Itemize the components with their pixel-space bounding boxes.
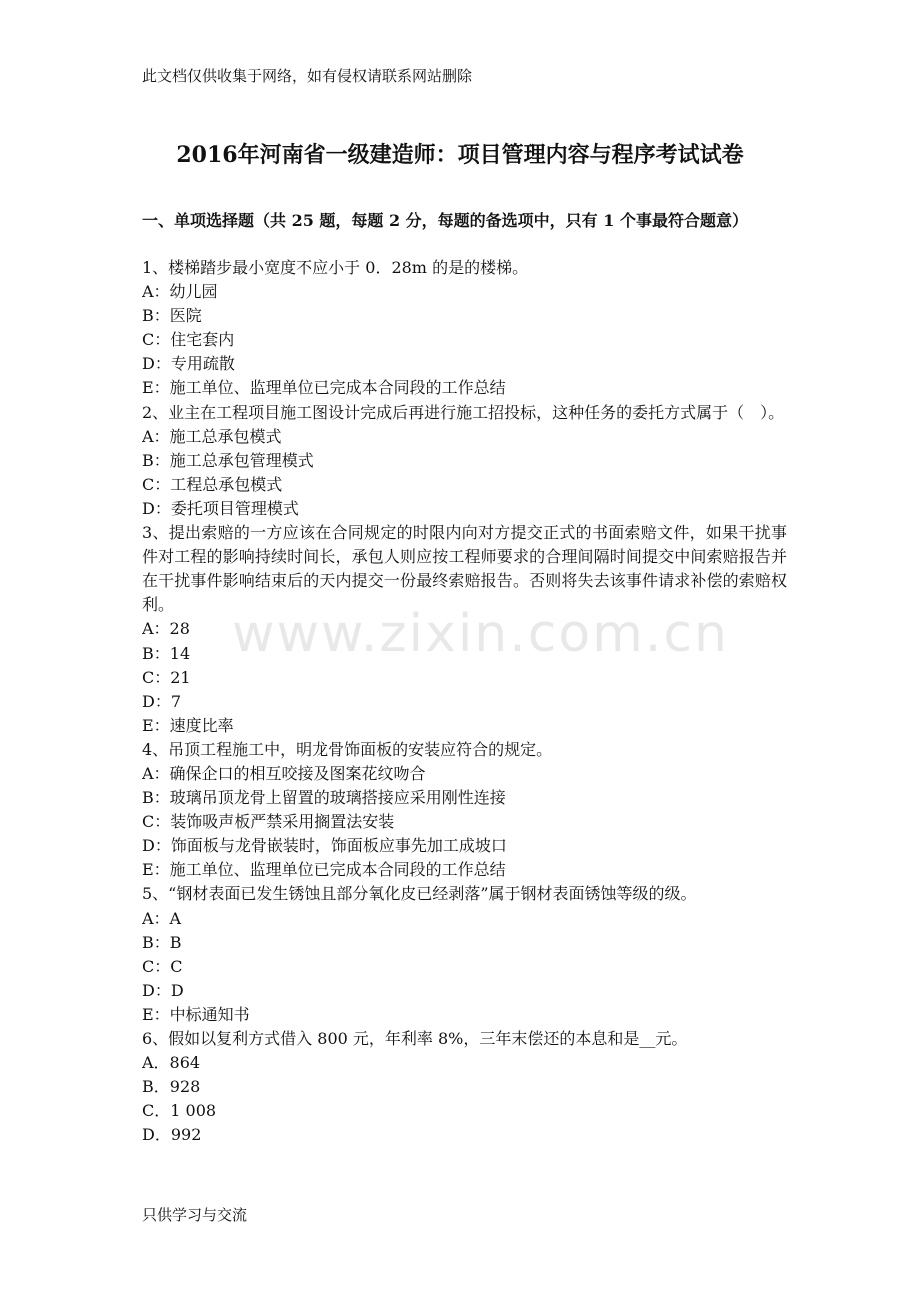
question-stem: 6、假如以复利方式借入 800 元，年利率 8%，三年末偿还的本息和是__元。: [142, 1029, 688, 1048]
document-title: 2016年河南省一级建造师：项目管理内容与程序考试试卷: [176, 142, 744, 168]
answer-option: C：工程总承包模式: [142, 474, 283, 494]
answer-option: C：21: [142, 667, 191, 687]
question-block: [142, 521, 787, 738]
question-block: [142, 882, 787, 1027]
answer-option: D：7: [142, 691, 182, 711]
footer-note: 只供学习与交流: [142, 1206, 248, 1224]
question-block: [142, 1027, 787, 1147]
answer-option: B：施工总承包管理模式: [142, 450, 314, 470]
answer-option: C：C: [142, 956, 183, 976]
question-stem: 3、提出索赔的一方应该在合同规定的时限内向对方提交正式的书面索赔文件，如果干扰事件对工程的影响持续时间长，承包人则应按工程师要求的合理间隔时间提交中间索赔报告并在干扰事件影响结束后的天内提交一份最终索赔报告。否则将失去该事件请求补偿的索赔权利。: [142, 523, 787, 615]
answer-option: A：施工总承包模式: [142, 426, 282, 446]
answer-option: B．928: [142, 1077, 201, 1097]
answer-option: C：装饰吸声板严禁采用搁置法安装: [142, 812, 395, 832]
answer-option: E：中标通知书: [142, 1004, 250, 1024]
question-stem: 2、业主在工程项目施工图设计完成后再进行施工招投标，这种任务的委托方式属于（ ）。: [142, 402, 785, 422]
answer-option: B：医院: [142, 306, 202, 326]
answer-option: A．864: [142, 1053, 201, 1073]
answer-option: D：D: [142, 980, 184, 1000]
question-block: [142, 401, 787, 521]
answer-option: D．992: [142, 1125, 202, 1145]
answer-option: D：专用疏散: [142, 354, 235, 374]
question-stem: 1、楼梯踏步最小宽度不应小于 0．28m 的是的楼梯。: [142, 258, 529, 277]
question-block: [142, 256, 787, 401]
question-block: [142, 738, 787, 883]
answer-option: E：施工单位、监理单位已完成本合同段的工作总结: [142, 860, 506, 880]
answer-option: E：速度比率: [142, 715, 234, 735]
question-stem: 5、“钢材表面已发生锈蚀且部分氧化皮已经剥落”属于钢材表面锈蚀等级的级。: [142, 884, 697, 904]
question-stem: 4、吊顶工程施工中，明龙骨饰面板的安装应符合的规定。: [142, 739, 553, 759]
answer-option: A：A: [142, 908, 182, 928]
answer-option: A：幼儿园: [142, 282, 218, 302]
watermark: www.zixin.com.cn: [232, 604, 729, 664]
answer-option: D：饰面板与龙骨嵌装时，饰面板应事先加工成坡口: [142, 836, 507, 856]
answer-option: B：玻璃吊顶龙骨上留置的玻璃搭接应采用刚性连接: [142, 788, 506, 808]
answer-option: D：委托项目管理模式: [142, 498, 299, 518]
answer-option: C．1 008: [142, 1101, 217, 1121]
answer-option: A：28: [142, 619, 190, 639]
answer-option: E：施工单位、监理单位已完成本合同段的工作总结: [142, 378, 506, 398]
answer-option: B：14: [142, 643, 191, 663]
header-note: 此文档仅供收集于网络，如有侵权请联系网站删除: [142, 67, 473, 85]
answer-option: B：B: [142, 932, 182, 952]
question-list: [142, 256, 787, 1147]
answer-option: A：确保企口的相互咬接及图案花纹吻合: [142, 763, 426, 783]
answer-option: C：住宅套内: [142, 330, 235, 350]
section-heading: 一、单项选择题（共 25 题，每题 2 分，每题的备选项中，只有 1 个事最符合题意）: [142, 211, 748, 230]
